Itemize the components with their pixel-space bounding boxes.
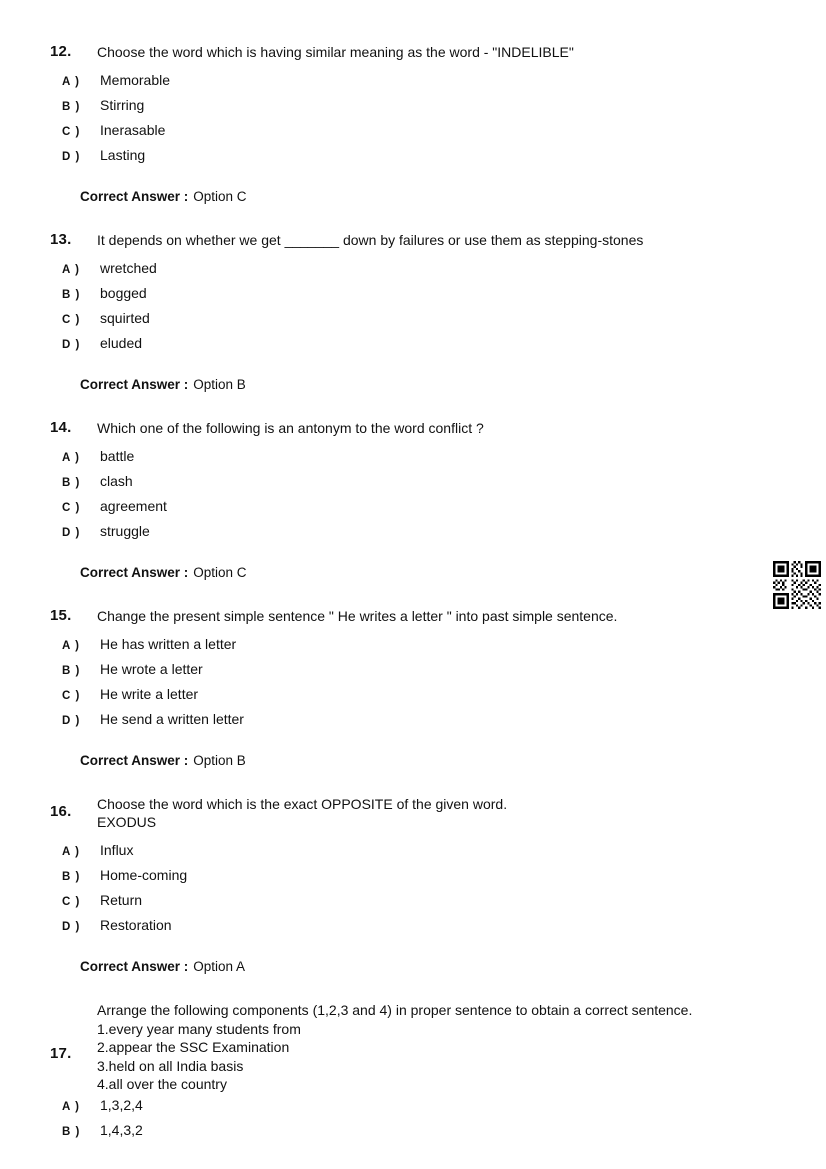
- question-block-17: [50, 1001, 826, 1144]
- qr-code-image: [773, 561, 821, 609]
- question-block-13: [50, 231, 826, 394]
- option-text: agreement: [100, 498, 167, 514]
- correct-answer-label: Correct Answer :: [80, 959, 189, 974]
- option-row: [50, 69, 826, 94]
- correct-answer-row: [80, 958, 826, 976]
- question-text: [97, 43, 574, 61]
- option-label: D ): [62, 921, 81, 933]
- option-text: Influx: [100, 842, 134, 858]
- question-block-16: [50, 795, 826, 976]
- option-text: Inerasable: [100, 122, 166, 138]
- option-text: He has written a letter: [100, 636, 237, 652]
- correct-answer-label: Correct Answer :: [80, 753, 189, 768]
- option-row: [50, 119, 826, 144]
- option-text: eluded: [100, 335, 143, 351]
- option-label: D ): [62, 715, 81, 727]
- option-row: [50, 633, 826, 658]
- option-label: B ): [62, 1125, 81, 1138]
- option-label: B ): [62, 871, 81, 883]
- option-row: [50, 520, 826, 545]
- option-row: [50, 708, 826, 733]
- option-text: bogged: [100, 285, 147, 301]
- question-line: Change the present simple sentence " He writes a letter " into past simple sentence.: [97, 608, 618, 624]
- option-row: [50, 470, 826, 495]
- option-text: 1,4,3,2: [100, 1121, 143, 1138]
- option-text: struggle: [100, 523, 150, 539]
- option-text: battle: [100, 448, 135, 464]
- correct-answer-value: Option B: [193, 753, 246, 768]
- question-line: 1.every year many students from: [97, 1020, 301, 1037]
- question-block-14: [50, 419, 826, 582]
- qr-code-icon: [773, 561, 821, 609]
- option-label: B ): [62, 477, 81, 489]
- option-text: Return: [100, 892, 143, 908]
- option-text: Lasting: [100, 147, 146, 163]
- question-line: Which one of the following is an antonym to the word conflict ?: [97, 420, 484, 436]
- option-row: [50, 889, 826, 914]
- option-row: [50, 1119, 826, 1144]
- correct-answer-value: Option C: [193, 565, 247, 580]
- correct-answer-label: Correct Answer :: [80, 565, 189, 580]
- option-row: [50, 282, 826, 307]
- option-row: [50, 307, 826, 332]
- question-number: 15.: [50, 607, 72, 624]
- option-row: [50, 914, 826, 939]
- question-line: 4.all over the country: [97, 1076, 227, 1092]
- question-line: 2.appear the SSC Examination: [97, 1039, 290, 1055]
- option-label: C ): [62, 314, 81, 326]
- correct-answer-row: [80, 188, 826, 206]
- option-label: A ): [62, 1100, 80, 1113]
- question-line: It depends on whether we get _______ down by failures or use them as stepping-stones: [97, 232, 644, 248]
- question-text: [97, 419, 484, 437]
- option-row: [50, 683, 826, 708]
- option-label: B ): [62, 101, 81, 113]
- option-row: [50, 839, 826, 864]
- option-label: D ): [62, 527, 81, 539]
- question-block-15: [50, 607, 826, 770]
- correct-answer-value: Option C: [193, 189, 247, 204]
- option-row: [50, 332, 826, 357]
- option-row: [50, 445, 826, 470]
- option-row: [50, 144, 826, 169]
- option-text: He wrote a letter: [100, 661, 203, 677]
- option-label: D ): [62, 151, 81, 163]
- question-line: Choose the word which is having similar meaning as the word - "INDELIBLE": [97, 44, 574, 60]
- option-label: D ): [62, 339, 81, 351]
- question-line: EXODUS: [97, 814, 157, 830]
- option-text: He send a written letter: [100, 711, 244, 727]
- option-label: A ): [62, 846, 80, 858]
- question-text: [97, 607, 617, 625]
- correct-answer-row: [80, 376, 826, 394]
- option-label: C ): [62, 502, 81, 514]
- question-text: [97, 231, 643, 249]
- option-label: B ): [62, 289, 81, 301]
- option-text: Home-coming: [100, 867, 188, 883]
- option-row: [50, 257, 826, 282]
- option-label: C ): [62, 126, 81, 138]
- question-line: Arrange the following components (1,2,3 and 4) in proper sentence to obtain a correct sentence.: [97, 1002, 693, 1018]
- question-text: [97, 1001, 692, 1094]
- option-text: 1,3,2,4: [100, 1096, 143, 1113]
- option-row: [50, 1094, 826, 1119]
- correct-answer-label: Correct Answer :: [80, 377, 189, 392]
- correct-answer-row: [80, 752, 826, 770]
- option-row: [50, 495, 826, 520]
- option-text: Memorable: [100, 72, 171, 88]
- question-number: 14.: [50, 419, 72, 436]
- option-label: B ): [62, 665, 81, 677]
- option-text: Stirring: [100, 97, 145, 113]
- option-text: squirted: [100, 310, 150, 326]
- question-number: 16.: [50, 803, 72, 820]
- option-label: C ): [62, 896, 81, 908]
- question-number: 17.: [50, 1045, 72, 1062]
- option-label: A ): [62, 452, 80, 464]
- question-block-12: [50, 43, 826, 206]
- correct-answer-label: Correct Answer :: [80, 189, 189, 204]
- option-label: C ): [62, 690, 81, 702]
- option-row: [50, 94, 826, 119]
- correct-answer-value: Option B: [193, 377, 246, 392]
- option-text: He write a letter: [100, 686, 199, 702]
- option-text: wretched: [100, 260, 157, 276]
- question-number: 12.: [50, 43, 72, 60]
- correct-answer-row: [80, 564, 826, 582]
- option-row: [50, 658, 826, 683]
- option-label: A ): [62, 640, 80, 652]
- option-text: clash: [100, 473, 133, 489]
- correct-answer-value: Option A: [193, 959, 246, 974]
- question-line: 3.held on all India basis: [97, 1057, 244, 1074]
- option-label: A ): [62, 264, 80, 276]
- question-number: 13.: [50, 231, 72, 248]
- option-text: Restoration: [100, 917, 172, 933]
- option-row: [50, 864, 826, 889]
- question-text: [97, 795, 507, 831]
- question-line: Choose the word which is the exact OPPOSITE of the given word.: [97, 796, 508, 812]
- option-label: A ): [62, 76, 80, 88]
